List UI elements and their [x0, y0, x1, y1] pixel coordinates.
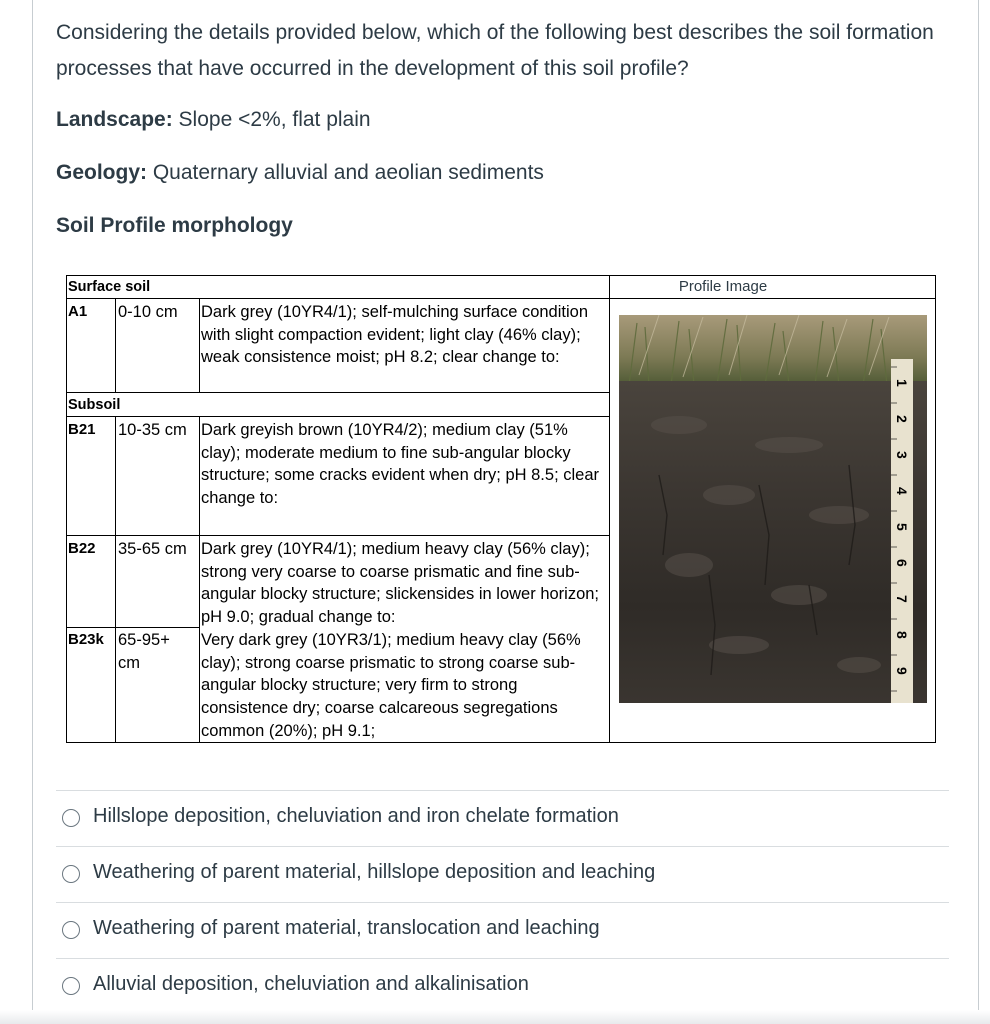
grid-line	[67, 392, 609, 393]
scale-number: 8	[894, 631, 910, 639]
answer-label[interactable]: Alluvial deposition, cheluviation and alkalinisation	[93, 973, 529, 995]
soil-profile-illustration	[619, 315, 927, 703]
grid-line	[115, 416, 116, 742]
grid-line	[609, 298, 935, 299]
grid-line	[199, 416, 200, 742]
horizon-description: Dark grey (10YR4/1); medium heavy clay (56% clay); strong very coarse to coarse prismatic and fine sub-angular blocky structure; slickensides in lower horizon; pH 9.0; gradual change to:	[201, 540, 600, 627]
horizon-depth: 65-95+ cm	[118, 631, 170, 672]
answer-options	[56, 790, 949, 1014]
answer-label[interactable]: Weathering of parent material, translocation and leaching	[93, 917, 600, 939]
scale-number: 1	[894, 379, 910, 387]
grid-line	[115, 298, 116, 392]
horizon-description: Dark greyish brown (10YR4/2); medium clay (51% clay); moderate medium to fine sub-angular blocky structure; some cracks evident when dry; pH 8.5; clear change to:	[201, 421, 599, 508]
soil-profile-photo	[619, 315, 927, 703]
radio-button[interactable]	[62, 921, 80, 939]
horizon-depth: 35-65 cm	[118, 540, 187, 558]
radio-button[interactable]	[62, 977, 80, 995]
answer-option[interactable]	[56, 902, 949, 958]
grid-line	[609, 276, 610, 742]
grid-line	[67, 416, 609, 417]
scale-number: 9	[894, 667, 910, 675]
radio-button[interactable]	[62, 865, 80, 883]
scale-number: 7	[894, 595, 910, 603]
horizon-depth: 10-35 cm	[118, 421, 187, 439]
answer-label[interactable]: Hillslope deposition, cheluviation and iron chelate formation	[93, 805, 619, 827]
horizon-name: B23k	[68, 631, 104, 648]
bottom-shadow	[0, 1010, 990, 1024]
geology-value: Quaternary alluvial and aeolian sediments	[147, 161, 544, 184]
horizon-name: B22	[68, 540, 96, 557]
scale-number: 6	[894, 559, 910, 567]
profile-image-header: Profile Image	[678, 278, 768, 295]
geology-label: Geology:	[56, 161, 148, 184]
horizon-description: Dark grey (10YR4/1); self-mulching surface condition with slight compaction evident; light clay (46% clay); weak consistence moist; pH 8.2; clear change to:	[201, 303, 589, 367]
horizon-name: B21	[68, 421, 96, 438]
soil-profile-table	[66, 275, 936, 743]
surface-soil-label: Surface soil	[68, 279, 151, 295]
grid-line	[67, 298, 609, 299]
landscape-line	[56, 108, 371, 132]
horizon-depth: 0-10 cm	[118, 303, 178, 321]
answer-option[interactable]	[56, 846, 949, 902]
scale-number: 5	[894, 523, 910, 531]
landscape-label: Landscape:	[56, 108, 173, 131]
profile-heading: Soil Profile morphology	[56, 214, 293, 237]
answer-option[interactable]	[56, 958, 949, 1014]
grid-line	[67, 627, 199, 628]
grid-line	[67, 535, 609, 536]
scale-number: 4	[894, 487, 910, 495]
landscape-value: Slope <2%, flat plain	[172, 108, 371, 131]
answer-option[interactable]	[56, 790, 949, 846]
horizon-name: A1	[68, 303, 88, 320]
answer-label[interactable]: Weathering of parent material, hillslope deposition and leaching	[93, 861, 656, 883]
horizon-description: Very dark grey (10YR3/1); medium heavy clay (56% clay); strong coarse prismatic to strong coarse sub-angular blocky structure; very firm to strong consistence dry; coarse calcareous segregations common (20%); pH 9.1;	[201, 631, 581, 740]
grid-line	[199, 298, 200, 392]
radio-button[interactable]	[62, 809, 80, 827]
subsoil-label: Subsoil	[68, 397, 121, 413]
geology-line	[56, 161, 544, 185]
scale-number: 2	[894, 415, 910, 423]
question-text: Considering the details provided below, which of the following best describes the soil formation processes that have occurred in the development of this soil profile?	[56, 21, 934, 80]
scale-number: 3	[894, 451, 910, 459]
